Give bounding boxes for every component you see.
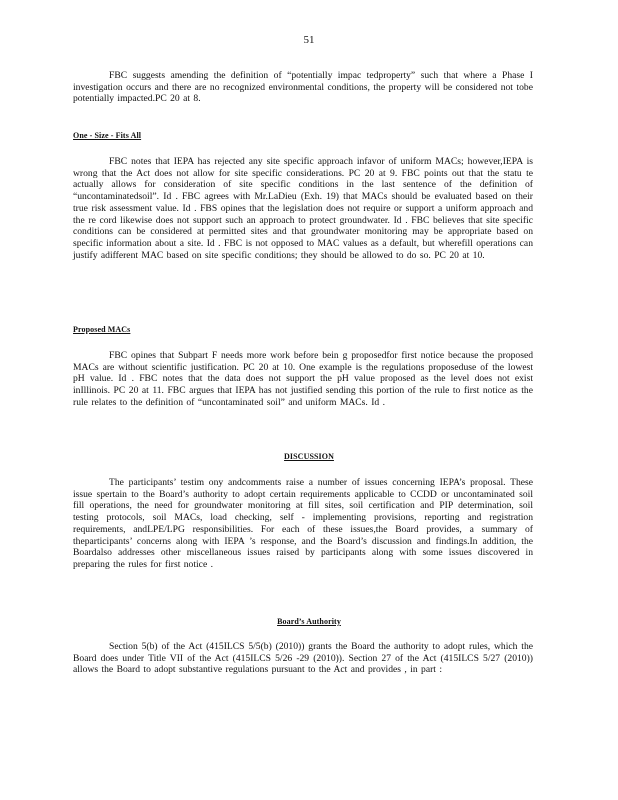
- paragraph-one-size-fits-all: FBC notes that IEPA has rejected any site specific approach infavor of uniform MACs; however,IEPA is wrong that the Act does not allow for site specific considerations. PC 20 at 9. FBC points out that the statu te actually allows for consideration of site specific conditions in the last sentence of the definition of “uncontaminatedsoil”. Id . FBC agrees with Mr.LaDieu (Exh. 19) that MACs should be evaluated based on their true risk assessment value. Id . FBS opines that the legislation does not require or support a uniform approach and the re cord likewise does not support such an approach to protect groundwater. Id . FBC believes that site specific conditions can be considered at permitted sites and that groundwater monitoring may be appropriate based on specific information about a site. Id . FBC is not opposed to MAC values as a default, but wherefill operations can justify adifferent MAC based on site specific conditions; they should be allowed to do so. PC 20 at 10.: [73, 156, 533, 261]
- paragraph-discussion: The participants’ testim ony andcomments raise a number of issues concerning IEPA’s proposal. These issue spertain to the Board’s authority to adopt certain requirements applicable to CCDD or uncontaminated soil fill operations, the need for groundwater monitoring at fill sites, soil certification and PIP determination, soil testing protocols, soil MACs, load checking, self - implementing provisions, reporting and registration requirements, andLPE/LPG responsibilities. For each of these issues,the Board provides, a summary of theparticipants’ concerns along with IEPA ’s response, and the Board’s discussion and findings.In addition, the Boardalso addresses other miscellaneous issues raised by participants along with some issues discovered in preparing the rules for first notice .: [73, 477, 533, 570]
- heading-discussion: DISCUSSION: [284, 452, 334, 461]
- page-number: 51: [303, 34, 315, 46]
- paragraph-proposed-macs: FBC opines that Subpart F needs more work before bein g proposedfor first notice because the proposed MACs are without scientific justification. PC 20 at 10. One example is the regulations proposeduse of the lowest pH value. Id . FBC notes that the data does not support the pH value proposed as the level does not exist inIllinois. PC 20 at 11. FBC argues that IEPA has not justified sending this portion of the rule to first notice as the rule relates to the definition of “uncontaminated soil” and uniform MACs. Id .: [73, 350, 533, 408]
- heading-boards-authority: Board’s Authority: [277, 617, 341, 626]
- paragraph-boards-authority: Section 5(b) of the Act (415ILCS 5/5(b) (2010)) grants the Board the authority to adopt rules, which the Board does under Title VII of the Act (415ILCS 5/26 -29 (2010)). Section 27 of the Act (415ILCS 5/27 (2010)) allows the Board to adopt substantive regulations pursuant to the Act and provides , in part :: [73, 641, 533, 676]
- heading-proposed-macs: Proposed MACs: [73, 325, 131, 334]
- heading-one-size-fits-all: One - Size - Fits All: [73, 131, 142, 140]
- paragraph-phase-i: FBC suggests amending the definition of “potentially impac tedproperty” such that where a Phase I investigation occurs and there are no recognized environmental conditions, the property will be considered not tobe potentially impacted.PC 20 at 8.: [73, 70, 533, 105]
